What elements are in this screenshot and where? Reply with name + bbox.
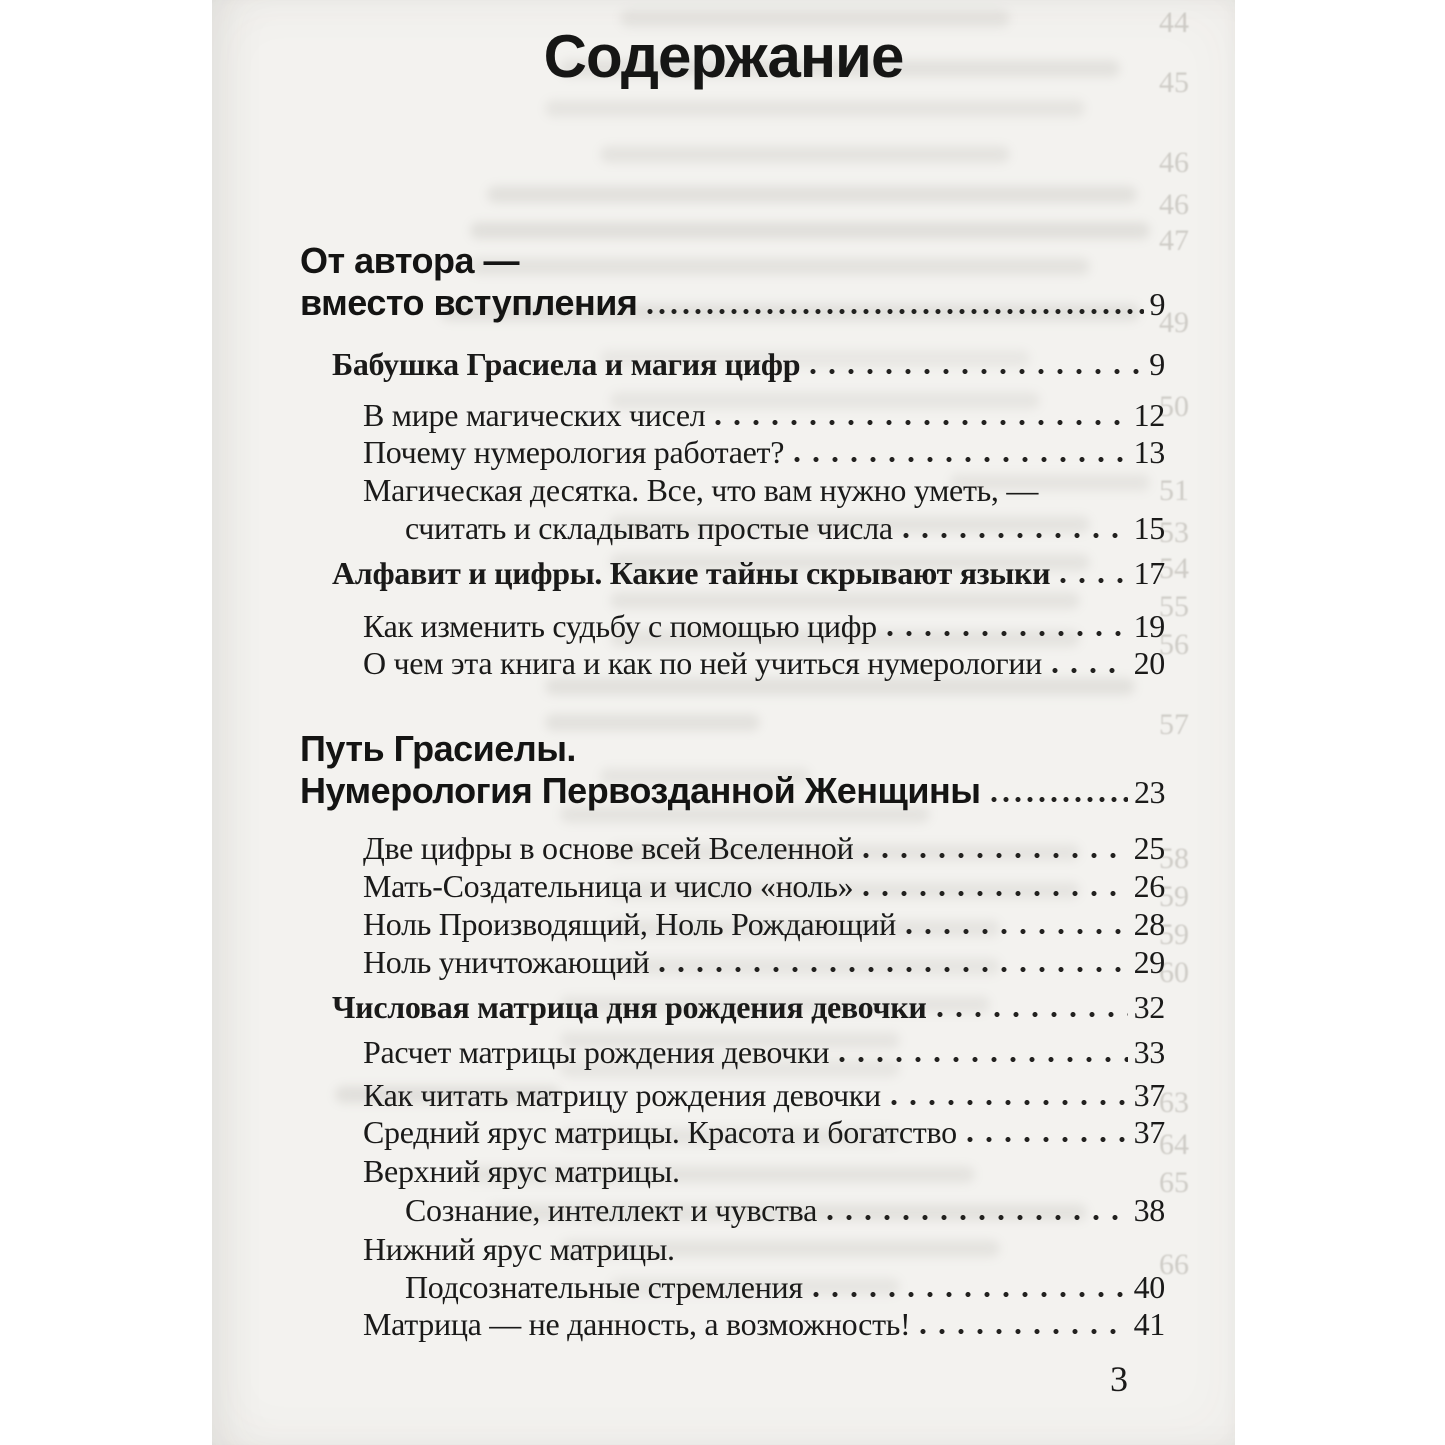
dot-leader xyxy=(937,1011,1128,1018)
toc-entry-page: 32 xyxy=(1133,989,1165,1025)
dot-leader xyxy=(827,1214,1128,1221)
toc-entry-page: 13 xyxy=(1133,434,1165,470)
dot-leader xyxy=(903,532,1128,539)
bleed-through-number: 58 xyxy=(1159,842,1189,875)
page-number: 3 xyxy=(1110,1359,1128,1399)
toc-entry xyxy=(405,1192,1165,1229)
toc-entry-title: Сознание, интеллект и чувства xyxy=(405,1192,817,1228)
toc-entry-page: 37 xyxy=(1133,1077,1165,1113)
dot-leader xyxy=(1060,577,1127,584)
toc-entry-page: 23 xyxy=(1134,774,1165,810)
toc-entry-page: 25 xyxy=(1133,830,1165,866)
toc-entry xyxy=(300,282,1165,324)
toc-entry-page: 28 xyxy=(1133,906,1165,942)
dot-leader xyxy=(1052,667,1128,674)
toc-entry-title: Матрица — не данность, а возможность! xyxy=(363,1306,911,1342)
toc-entry-title: Как читать матрицу рождения девочки xyxy=(363,1077,881,1113)
toc-entry xyxy=(363,1034,1165,1071)
bleed-through-number: 65 xyxy=(1159,1166,1189,1199)
toc-entry xyxy=(300,240,1165,282)
toc-entry-title: Нижний ярус матрицы. xyxy=(363,1231,675,1267)
toc-entry-title: Верхний ярус матрицы. xyxy=(363,1153,680,1189)
toc-entry-title: Почему нумерология работает? xyxy=(363,434,785,470)
bleed-through-number: 55 xyxy=(1159,590,1189,623)
dot-leader xyxy=(813,1291,1128,1298)
dot-leader xyxy=(967,1136,1128,1143)
dot-leader xyxy=(715,419,1127,426)
dot-leader xyxy=(863,890,1127,897)
bleed-through-number: 53 xyxy=(1159,516,1189,549)
toc-entry-title: Алфавит и цифры. Какие тайны скрывают языки xyxy=(332,555,1051,591)
dot-leader xyxy=(839,1056,1127,1063)
toc-entry xyxy=(363,472,1165,509)
toc-entry xyxy=(363,830,1165,867)
toc-entry-title: Две цифры в основе всей Вселенной xyxy=(363,830,854,866)
toc-entry xyxy=(363,1231,1165,1268)
bleed-through-number: 47 xyxy=(1159,224,1189,257)
table-of-contents xyxy=(212,0,1235,1445)
toc-entry-page: 15 xyxy=(1133,510,1165,546)
toc-entry-page: 29 xyxy=(1133,944,1165,980)
toc-entry-title: Расчет матрицы рождения девочки xyxy=(363,1034,830,1070)
dot-leader xyxy=(659,966,1127,973)
toc-entry xyxy=(332,555,1165,592)
toc-entry-title: Магическая десятка. Все, что вам нужно уметь, — xyxy=(363,472,1039,508)
dot-leader xyxy=(810,368,1143,375)
page-title: Содержание xyxy=(543,23,904,90)
bleed-through-number: 59 xyxy=(1159,918,1189,951)
toc-entry-page: 17 xyxy=(1133,555,1165,591)
dot-leader xyxy=(647,308,1143,315)
bleed-through-number: 66 xyxy=(1159,1248,1189,1281)
bleed-through-number: 51 xyxy=(1159,474,1189,507)
toc-entry-title: Ноль уничтожающий xyxy=(363,944,650,980)
bleed-through-number: 54 xyxy=(1159,552,1189,585)
toc-entry xyxy=(363,906,1165,943)
toc-entry-title: Путь Грасиелы. xyxy=(300,728,576,769)
toc-entry xyxy=(332,346,1165,383)
toc-entry-title: вместо вступления xyxy=(300,282,638,323)
book-page xyxy=(212,0,1235,1445)
toc-entry-title: В мире магических чисел xyxy=(363,397,706,433)
toc-entry xyxy=(363,1077,1165,1114)
toc-entry-title: Как изменить судьбу с помощью цифр xyxy=(363,608,877,644)
toc-entry xyxy=(300,770,1165,812)
dot-leader xyxy=(863,852,1127,859)
toc-entry xyxy=(363,397,1165,434)
dot-leader xyxy=(887,630,1128,637)
toc-entry xyxy=(363,1153,1165,1190)
bleed-through-number: 45 xyxy=(1159,66,1189,99)
toc-entry-title: Нумерология Первозданной Женщины xyxy=(300,770,981,811)
toc-entry-page: 9 xyxy=(1149,286,1165,322)
toc-entry-title: Числовая матрица дня рождения девочки xyxy=(332,989,927,1025)
toc-entry-title: Ноль Производящий, Ноль Рождающий xyxy=(363,906,896,942)
dot-leader xyxy=(794,456,1127,463)
toc-entry-page: 37 xyxy=(1133,1114,1165,1150)
toc-entry-page: 26 xyxy=(1133,868,1165,904)
toc-entry xyxy=(363,434,1165,471)
toc-entry-page: 40 xyxy=(1133,1269,1165,1305)
toc-entry xyxy=(405,1269,1165,1306)
toc-entry xyxy=(363,608,1165,645)
bleed-through-number: 49 xyxy=(1159,306,1189,339)
toc-entry-title: Средний ярус матрицы. Красота и богатство xyxy=(363,1114,957,1150)
bleed-through-number: 44 xyxy=(1159,6,1189,39)
dot-leader xyxy=(991,796,1128,803)
toc-entry-title: От автора — xyxy=(300,240,519,281)
toc-entry xyxy=(363,1306,1165,1343)
bleed-through-number: 60 xyxy=(1159,956,1189,989)
bleed-through-number: 56 xyxy=(1159,628,1189,661)
bleed-through-number: 46 xyxy=(1159,146,1189,179)
toc-entry xyxy=(363,944,1165,981)
dot-leader xyxy=(891,1099,1128,1106)
toc-entry-page: 12 xyxy=(1133,397,1165,433)
toc-entry-page: 33 xyxy=(1133,1034,1165,1070)
toc-entry-title: Мать-Создательница и число «ноль» xyxy=(363,868,854,904)
bleed-through-number: 50 xyxy=(1159,390,1189,423)
toc-entry xyxy=(300,728,1165,770)
toc-entry-title: Бабушка Грасиела и магия цифр xyxy=(332,346,801,382)
toc-entry-page: 38 xyxy=(1133,1192,1165,1228)
toc-entry-title: О чем эта книга и как по ней учиться нумерологии xyxy=(363,645,1043,681)
dot-leader xyxy=(920,1328,1127,1335)
toc-entry-page: 9 xyxy=(1149,346,1165,382)
toc-entry xyxy=(405,510,1165,547)
toc-entry-page: 19 xyxy=(1133,608,1165,644)
toc-entry xyxy=(363,1114,1165,1151)
bleed-through-number: 59 xyxy=(1159,880,1189,913)
bleed-through-number: 57 xyxy=(1159,708,1189,741)
dot-leader xyxy=(906,928,1128,935)
bleed-through-number: 64 xyxy=(1159,1128,1189,1161)
toc-entry-title: считать и складывать простые числа xyxy=(405,510,893,546)
toc-entry xyxy=(332,989,1165,1026)
toc-entry-page: 41 xyxy=(1133,1306,1165,1342)
bleed-through-number: 46 xyxy=(1159,188,1189,221)
toc-entry-title: Подсознательные стремления xyxy=(405,1269,803,1305)
toc-entry xyxy=(363,645,1165,682)
bleed-through-number: 63 xyxy=(1159,1086,1189,1119)
toc-entry-page: 20 xyxy=(1133,645,1165,681)
toc-entry xyxy=(363,868,1165,905)
